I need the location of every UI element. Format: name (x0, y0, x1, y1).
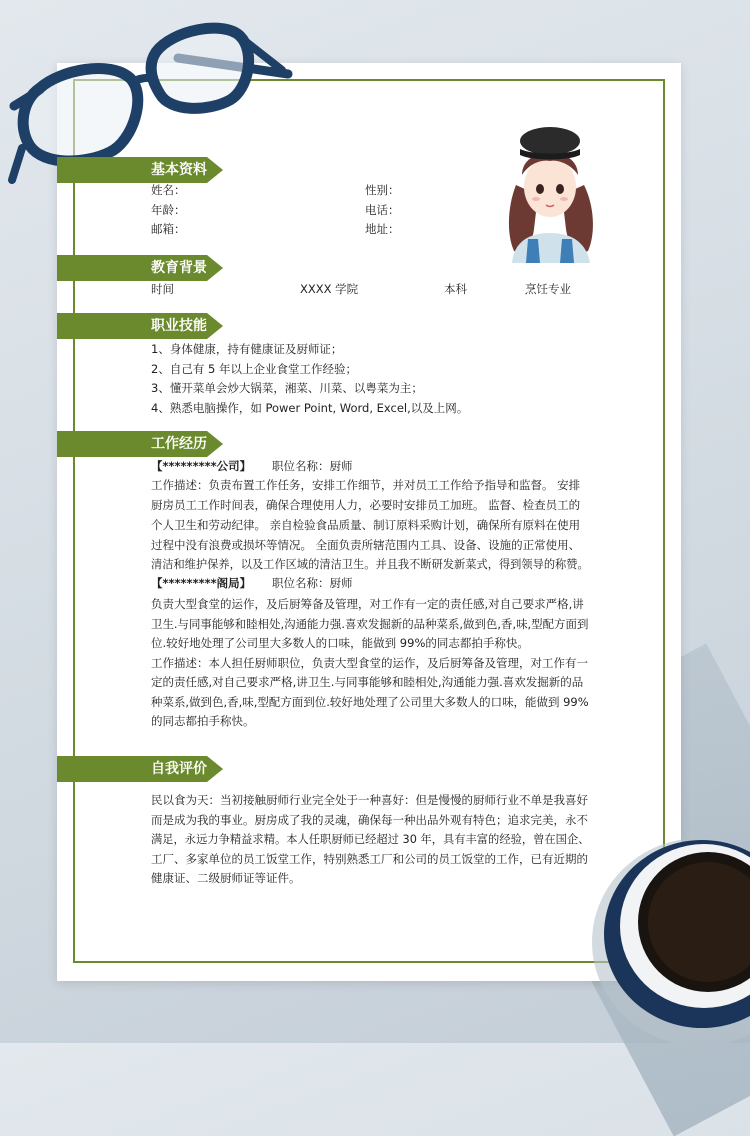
self-eval-line: 满足，永远力争精益求精。本人任职厨师已经超过 30 年，具有丰富的经验，曾在国企、 (151, 832, 590, 846)
self-eval-line: 而是成为我的事业。厨房成了我的灵魂，确保每一种出品外观有特色；追求完美，永不 (151, 813, 588, 827)
job1-position: 职位名称：厨师 (272, 459, 353, 473)
skill-item: 4、熟悉电脑操作，如 Power Point, Word, Excel,以及上网。 (151, 401, 469, 415)
name-label: 姓名： (151, 183, 186, 197)
email-label: 邮箱： (151, 222, 186, 236)
education-degree: 本科 (444, 282, 467, 296)
job2-desc-line: 种菜系,做到色,香,味,型配方面到位.较好地处理了公司里大多数人的口味，能做到 99% (151, 695, 589, 709)
job2-company: 【*********阁局】 (151, 576, 252, 590)
skill-item: 1、身体健康，持有健康证及厨师证； (151, 342, 343, 356)
job1-desc-line: 厨房员工工作时间表，确保合理使用人力，必要时安排员工加班。 监督、检查员工的 (151, 498, 581, 512)
education-time: 时间 (151, 282, 174, 296)
job1-company: 【*********公司】 (151, 459, 252, 473)
job2-desc-line: 卫生.与同事能够和睦相处,沟通能力强.喜欢发掘新的品种菜系,做到色,香,味,型配方面到 (151, 617, 589, 631)
self-eval-line: 健康证、二级厨师证等证件。 (151, 871, 301, 885)
self-eval-line: 民以食为天：当初接触厨师行业完全处于一种喜好：但是慢慢的厨师行业不单是我喜好 (151, 793, 588, 807)
age-label: 年龄： (151, 203, 186, 217)
job2-desc-line: 工作描述：本人担任厨师职位，负责大型食堂的运作，及后厨筹备及管理，对工作有一 (151, 656, 588, 670)
section-title-self: 自我评价 (151, 761, 207, 777)
section-title-basic: 基本资料 (151, 162, 207, 178)
job2-desc-line: 定的责任感,对自己要求严格,讲卫生.与同事能够和睦相处,沟通能力强.喜欢发掘新的品 (151, 675, 584, 689)
section-title-work: 工作经历 (151, 436, 207, 452)
job2-desc-line: 的同志都拍手称快。 (151, 714, 255, 728)
section-title-skills: 职业技能 (151, 318, 207, 334)
phone-label: 电话： (365, 203, 400, 217)
section-title-education: 教育背景 (151, 260, 207, 276)
gender-label: 性别： (365, 183, 400, 197)
skill-item: 2、自己有 5 年以上企业食堂工作经验； (151, 362, 357, 376)
job2-desc-line: 负责大型食堂的运作，及后厨筹备及管理，对工作有一定的责任感,对自己要求严格,讲 (151, 597, 584, 611)
education-major: 烹饪专业 (525, 282, 571, 296)
education-school: XXXX 学院 (300, 282, 359, 296)
job1-desc-line: 个人卫生和劳动纪律。 亲自检验食品质量、制订原料采购计划，确保所有原料在使用 (151, 518, 581, 532)
job1-desc-line: 工作描述：负责布置工作任务，安排工作细节，并对员工工作给予指导和监督。 安排 (151, 478, 581, 492)
coffee-cup-decoration-icon (590, 822, 750, 1043)
self-eval-line: 工厂、多家单位的员工饭堂工作，特别熟悉工厂和公司的员工饭堂的工作，已有近期的 (151, 852, 588, 866)
job1-desc-line: 清洁和维护保养，以及工作区域的清洁卫生。并且我不断研发新菜式，得到领导的称赞。 (151, 557, 589, 571)
girl-avatar-icon (498, 125, 602, 263)
address-label: 地址： (365, 222, 400, 236)
job2-desc-line: 位.较好地处理了公司里大多数人的口味，能做到 99%的同志都拍手称快。 (151, 636, 529, 650)
skill-item: 3、懂开菜单会炒大锅菜，湘菜、川菜、以粤菜为主； (151, 381, 423, 395)
job1-desc-line: 过程中没有浪费或损坏等情况。 全面负责所辖范围内工具、设备、设施的正常使用、 (151, 538, 581, 552)
job2-position: 职位名称：厨师 (272, 576, 353, 590)
